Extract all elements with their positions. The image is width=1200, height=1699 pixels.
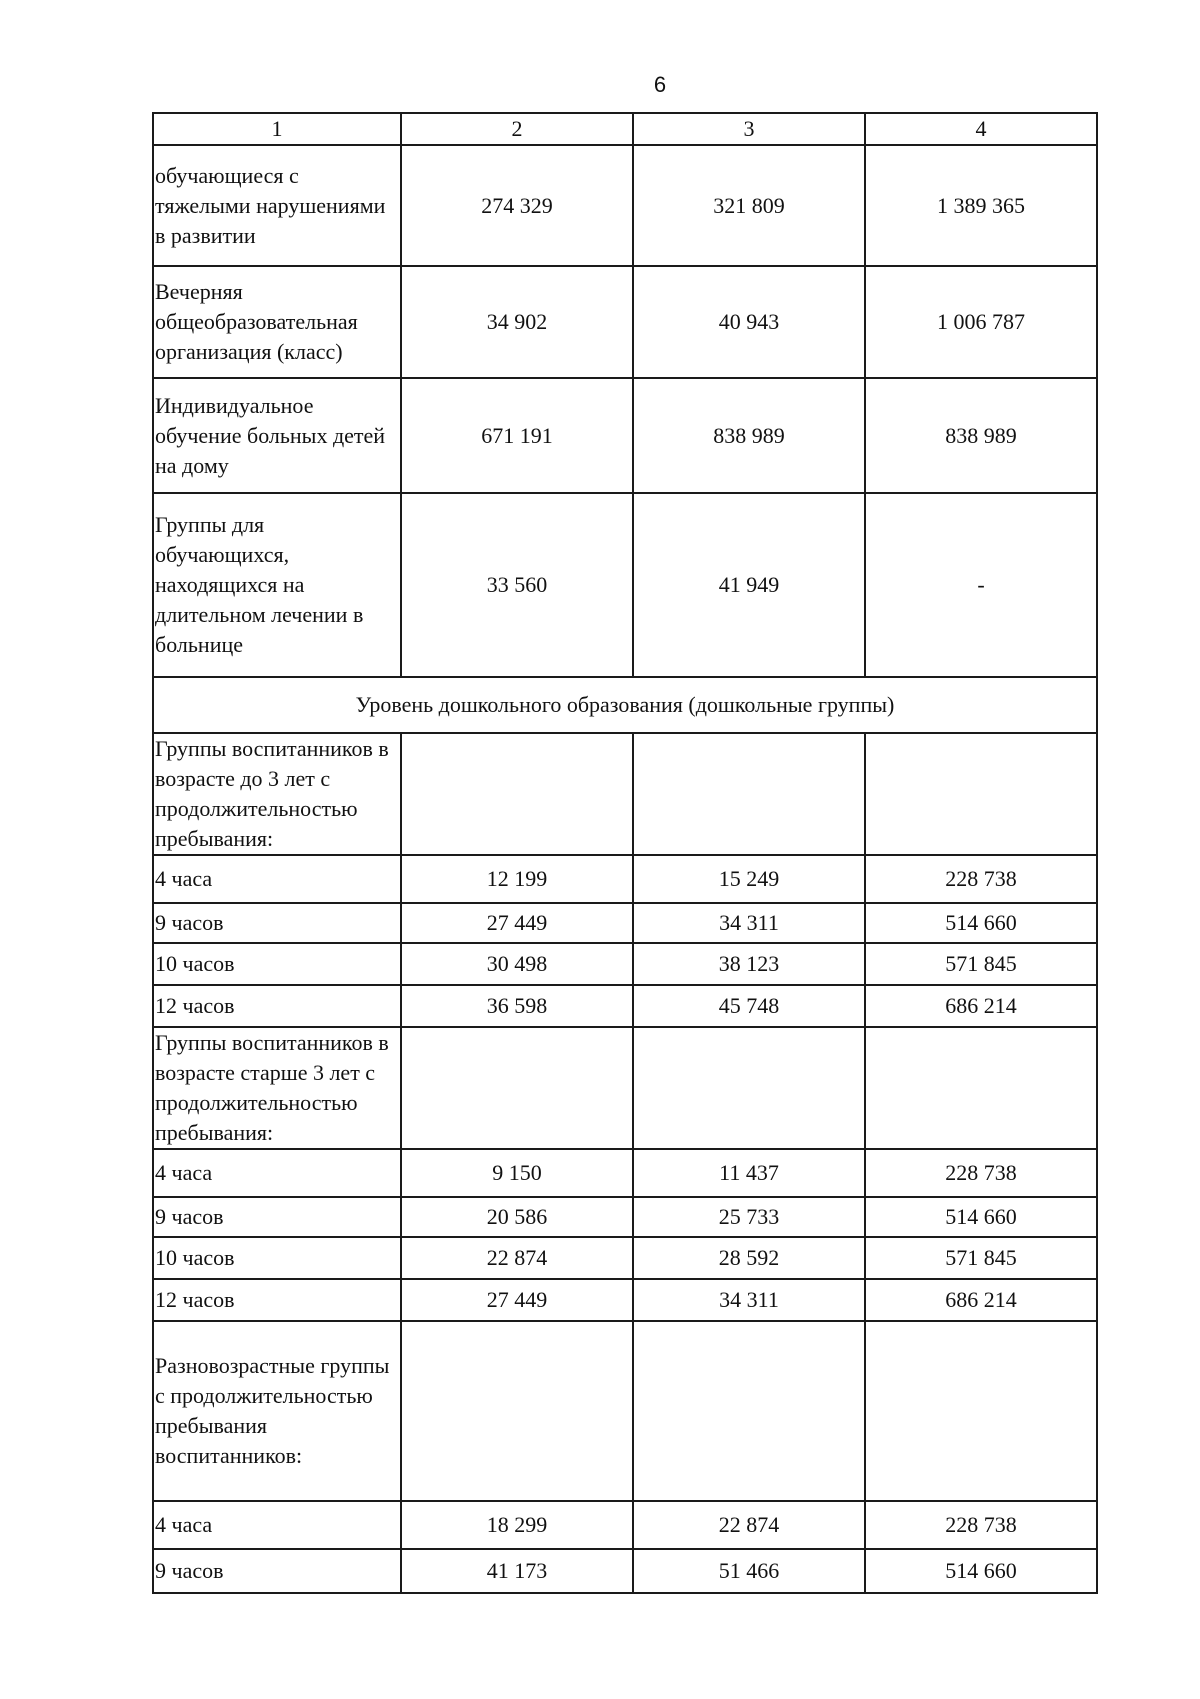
value-cell-col3 bbox=[633, 733, 865, 855]
value-cell-col4: 838 989 bbox=[865, 378, 1097, 493]
section-row bbox=[153, 677, 1097, 733]
value-cell-col4: 514 660 bbox=[865, 1549, 1097, 1593]
value-cell-col4: - bbox=[865, 493, 1097, 677]
row-label: Разновозрастные группы с продолжительностью пребывания воспитанников: bbox=[153, 1321, 401, 1501]
row-label: Вечерняя общеобразовательная организация (класс) bbox=[153, 266, 401, 378]
row-label: 9 часов bbox=[153, 1549, 401, 1593]
value-cell-col2: 33 560 bbox=[401, 493, 633, 677]
value-cell-col3: 321 809 bbox=[633, 145, 865, 266]
table-row bbox=[153, 1549, 1097, 1593]
value-cell-col3: 51 466 bbox=[633, 1549, 865, 1593]
value-cell-col3: 38 123 bbox=[633, 943, 865, 985]
table-row bbox=[153, 855, 1097, 903]
table-row bbox=[153, 1501, 1097, 1549]
value-cell-col4: 571 845 bbox=[865, 1237, 1097, 1279]
table-row bbox=[153, 493, 1097, 677]
value-cell-col3: 11 437 bbox=[633, 1149, 865, 1197]
value-cell-col2: 36 598 bbox=[401, 985, 633, 1027]
value-cell-col3: 41 949 bbox=[633, 493, 865, 677]
value-cell-col2: 22 874 bbox=[401, 1237, 633, 1279]
value-cell-col2: 30 498 bbox=[401, 943, 633, 985]
value-cell-col2: 274 329 bbox=[401, 145, 633, 266]
table-row bbox=[153, 733, 1097, 855]
column-header-3: 3 bbox=[633, 113, 865, 145]
table-row bbox=[153, 1237, 1097, 1279]
value-cell-col2: 671 191 bbox=[401, 378, 633, 493]
row-label: 10 часов bbox=[153, 1237, 401, 1279]
row-label: 4 часа bbox=[153, 855, 401, 903]
value-cell-col4: 1 389 365 bbox=[865, 145, 1097, 266]
value-cell-col4: 228 738 bbox=[865, 1501, 1097, 1549]
table-header-row bbox=[153, 113, 1097, 145]
value-cell-col3: 838 989 bbox=[633, 378, 865, 493]
tariff-table-container bbox=[152, 112, 1098, 1594]
value-cell-col4: 228 738 bbox=[865, 855, 1097, 903]
value-cell-col2: 27 449 bbox=[401, 1279, 633, 1321]
value-cell-col3: 22 874 bbox=[633, 1501, 865, 1549]
value-cell-col4: 686 214 bbox=[865, 1279, 1097, 1321]
section-title: Уровень дошкольного образования (дошкольные группы) bbox=[153, 677, 1097, 733]
value-cell-col2: 34 902 bbox=[401, 266, 633, 378]
table-row bbox=[153, 145, 1097, 266]
value-cell-col4 bbox=[865, 1027, 1097, 1149]
value-cell-col4: 1 006 787 bbox=[865, 266, 1097, 378]
table-row bbox=[153, 1279, 1097, 1321]
row-label: 4 часа bbox=[153, 1149, 401, 1197]
value-cell-col3: 34 311 bbox=[633, 1279, 865, 1321]
value-cell-col2: 9 150 bbox=[401, 1149, 633, 1197]
table-row bbox=[153, 903, 1097, 943]
table-row bbox=[153, 985, 1097, 1027]
column-header-1: 1 bbox=[153, 113, 401, 145]
value-cell-col2 bbox=[401, 733, 633, 855]
page-number: 6 bbox=[653, 72, 667, 97]
value-cell-col2: 12 199 bbox=[401, 855, 633, 903]
value-cell-col4 bbox=[865, 733, 1097, 855]
table-row bbox=[153, 1197, 1097, 1237]
row-label: Группы воспитанников в возрасте старше 3 лет с продолжительностью пребывания: bbox=[153, 1027, 401, 1149]
value-cell-col3: 25 733 bbox=[633, 1197, 865, 1237]
value-cell-col2: 27 449 bbox=[401, 903, 633, 943]
table-row bbox=[153, 1321, 1097, 1501]
value-cell-col3: 40 943 bbox=[633, 266, 865, 378]
value-cell-col4: 686 214 bbox=[865, 985, 1097, 1027]
value-cell-col4 bbox=[865, 1321, 1097, 1501]
row-label: 10 часов bbox=[153, 943, 401, 985]
row-label: Группы воспитанников в возрасте до 3 лет с продолжительностью пребывания: bbox=[153, 733, 401, 855]
column-header-2: 2 bbox=[401, 113, 633, 145]
column-header-4: 4 bbox=[865, 113, 1097, 145]
value-cell-col4: 571 845 bbox=[865, 943, 1097, 985]
value-cell-col4: 514 660 bbox=[865, 1197, 1097, 1237]
value-cell-col3: 45 748 bbox=[633, 985, 865, 1027]
row-label: Группы для обучающихся, находящихся на длительном лечении в больнице bbox=[153, 493, 401, 677]
value-cell-col3: 15 249 bbox=[633, 855, 865, 903]
table-row bbox=[153, 1149, 1097, 1197]
value-cell-col3 bbox=[633, 1321, 865, 1501]
row-label: обучающиеся с тяжелыми нарушениями в развитии bbox=[153, 145, 401, 266]
table-row bbox=[153, 266, 1097, 378]
row-label: 9 часов bbox=[153, 903, 401, 943]
value-cell-col4: 514 660 bbox=[865, 903, 1097, 943]
value-cell-col2 bbox=[401, 1027, 633, 1149]
row-label: 12 часов bbox=[153, 985, 401, 1027]
table-row bbox=[153, 1027, 1097, 1149]
row-label: 12 часов bbox=[153, 1279, 401, 1321]
table-row bbox=[153, 943, 1097, 985]
row-label: 4 часа bbox=[153, 1501, 401, 1549]
row-label: 9 часов bbox=[153, 1197, 401, 1237]
value-cell-col2: 41 173 bbox=[401, 1549, 633, 1593]
value-cell-col3 bbox=[633, 1027, 865, 1149]
value-cell-col4: 228 738 bbox=[865, 1149, 1097, 1197]
value-cell-col3: 28 592 bbox=[633, 1237, 865, 1279]
value-cell-col2: 20 586 bbox=[401, 1197, 633, 1237]
tariff-table bbox=[152, 112, 1098, 1594]
value-cell-col2 bbox=[401, 1321, 633, 1501]
value-cell-col3: 34 311 bbox=[633, 903, 865, 943]
value-cell-col2: 18 299 bbox=[401, 1501, 633, 1549]
row-label: Индивидуальное обучение больных детей на дому bbox=[153, 378, 401, 493]
table-row bbox=[153, 378, 1097, 493]
